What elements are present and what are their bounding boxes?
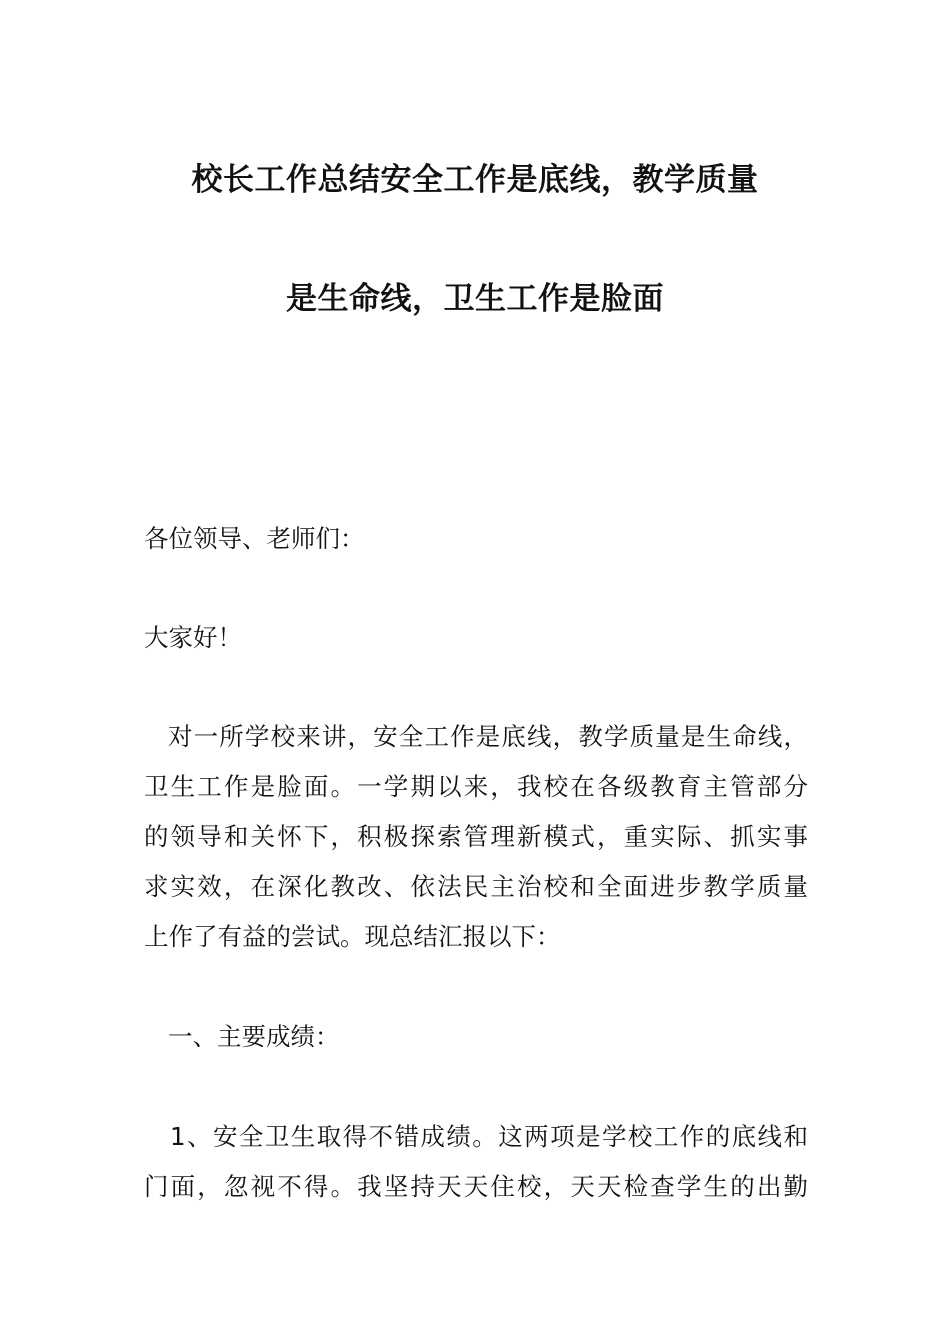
paragraph-intro (144, 712, 808, 962)
paragraph-line: 对一所学校来讲，安全工作是底线，教学质量是生命线， (168, 722, 808, 751)
paragraph-achievements (144, 1112, 808, 1212)
paragraph-line: 求实效，在深化教改、依法民主治校和全面进步教学质量 (144, 872, 808, 901)
document-title-line-1: 校长工作总结安全工作是底线，教学质量 (191, 162, 759, 198)
paragraph-line: 门面，忽视不得。我坚持天天住校，天天检查学生的出勤 (144, 1172, 808, 1201)
paragraph-line: 卫生工作是脸面。一学期以来，我校在各级教育主管部分 (144, 772, 808, 801)
document-title-line-2: 是生命线，卫生工作是脸面 (286, 281, 664, 317)
section-heading: 一、主要成绩： (168, 1022, 340, 1051)
paragraph-line: 上作了有益的尝试。现总结汇报以下： (144, 922, 561, 951)
paragraph-line: 的领导和关怀下，积极探索管理新模式，重实际、抓实事 (144, 822, 808, 851)
salutation: 各位领导、老师们： (144, 524, 365, 553)
paragraph-line: 1、安全卫生取得不错成绩。这两项是学校工作的底线和 (170, 1122, 808, 1151)
greeting: 大家好！ (144, 623, 242, 652)
